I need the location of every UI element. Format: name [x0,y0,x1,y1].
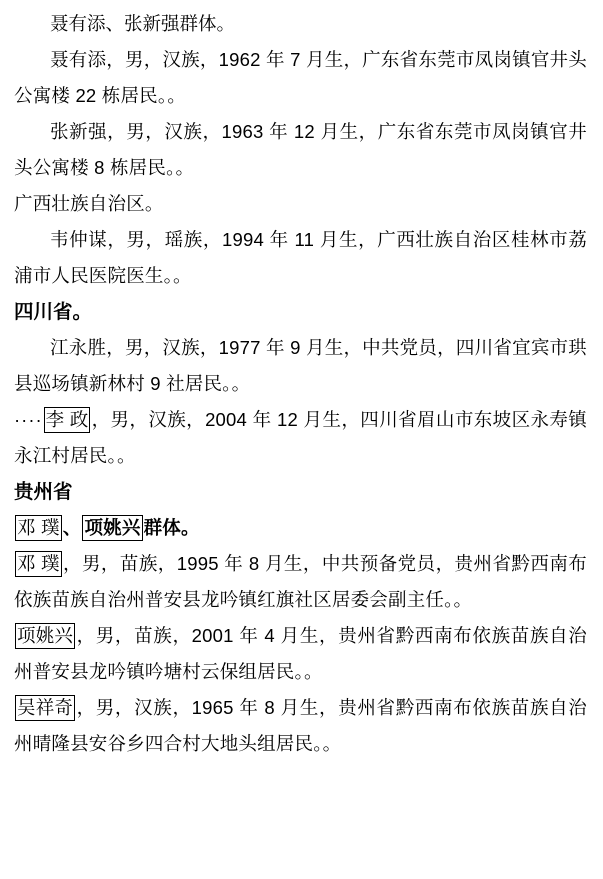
boxed-name-wu-xiangqi: 吴祥奇 [15,695,75,721]
paragraph-text: 江永胜，男，汉族，1977 年 9 月生，中共党员，四川省宜宾市珙县巡场镇新林村 9 社居民。。 [14,337,587,394]
boxed-name-xiang-yaoxing: 项姚兴 [15,623,75,649]
region-heading-guangxi [14,186,587,222]
boxed-name-xiang-yaoxing: 项姚兴 [82,515,142,541]
paragraph-text: ，男，汉族，1965 年 8 月生，贵州省黔西南布依族苗族自治州晴隆县安谷乡四合村大地头组居民。。 [14,697,587,754]
region-heading-text: 广西壮族自治区。 [14,193,164,214]
paragraph-jiang-yongsheng [14,330,587,402]
boxed-name-deng-pu: 邓 璞 [15,551,62,577]
region-heading-guizhou [14,474,587,510]
paragraph-xiang-yaoxing [14,618,587,690]
sub-heading-deng-xiang [14,510,587,546]
paragraph-text: ，男，苗族，2001 年 4 月生，贵州省黔西南布依族苗族自治州普安县龙吟镇吟塘村云保组居民。。 [14,625,587,682]
region-heading-sichuan [14,294,587,330]
region-heading-text: 四川省。 [14,301,93,323]
sub-heading-text: 聂有添、张新强群体。 [50,13,236,34]
paragraph-wei-zhongmou [14,222,587,294]
separator-text: 、 [62,517,82,538]
paragraph-wu-xiangqi [14,690,587,762]
paragraph-text: ，男，汉族，2004 年 12 月生，四川省眉山市东坡区永寿镇永江村居民。。 [14,409,587,466]
paragraph-deng-pu [14,546,587,618]
paragraph-zhang-xinqiang [14,114,587,186]
region-heading-text: 贵州省 [14,481,73,503]
leading-dots: ···· [14,409,43,430]
sub-heading-nie-zhang [14,6,587,42]
paragraph-li-zheng [14,402,587,474]
boxed-name-deng-pu: 邓 璞 [15,515,62,541]
boxed-name-li-zheng: 李 政 [44,407,91,433]
paragraph-text: 张新强，男，汉族，1963 年 12 月生，广东省东莞市凤岗镇官井头公寓楼 8 栋居民。。 [14,121,587,178]
paragraph-nie-youtian [14,42,587,114]
paragraph-text: ，男，苗族，1995 年 8 月生，中共预备党员，贵州省黔西南布依族苗族自治州普安县龙吟镇红旗社区居委会副主任。。 [14,553,587,610]
paragraph-text: 韦仲谋，男，瑶族，1994 年 11 月生，广西壮族自治区桂林市荔浦市人民医院医生。。 [14,229,587,286]
paragraph-text: 聂有添，男，汉族，1962 年 7 月生，广东省东莞市凤岗镇官井头公寓楼 22 栋居民。。 [14,49,587,106]
sub-heading-tail: 群体。 [143,517,200,538]
